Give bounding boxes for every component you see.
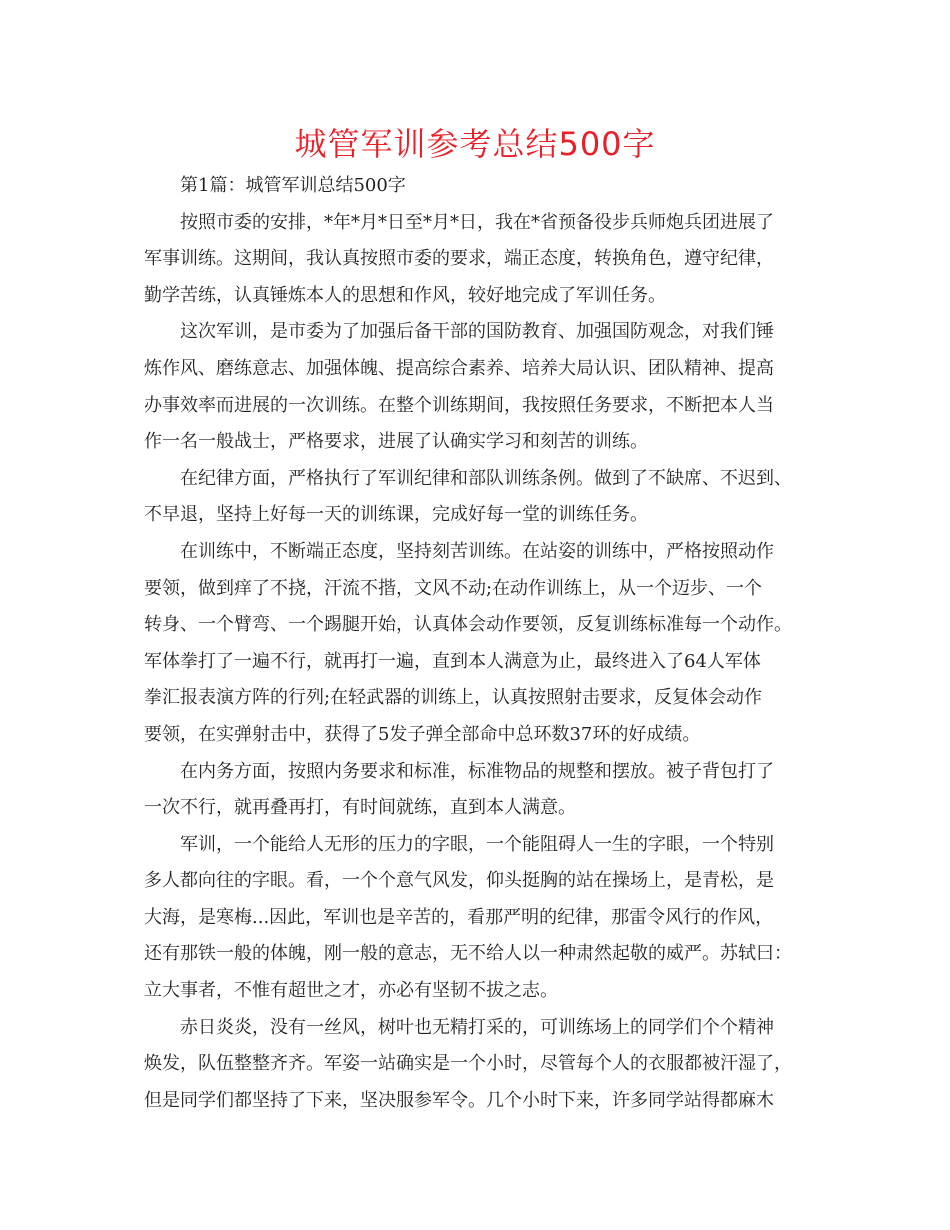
paragraph-line: 这次军训，是市委为了加强后备干部的国防教育、加强国防观念，对我们锤	[180, 321, 774, 343]
paragraph-line: 拳汇报表演方阵的行列;在轻武器的训练上，认真按照射击要求，反复体会动作	[144, 687, 763, 709]
paragraph-line: 勤学苦练，认真锤炼本人的思想和作风，较好地完成了军训任务。	[144, 284, 666, 306]
paragraph-line: 按照市委的安排，*年*月*日至*月*日，我在*省预备役步兵师炮兵团进展了	[180, 211, 774, 233]
paragraph-line: 办事效率而进展的一次训练。在整个训练期间，我按照任务要求，不断把本人当	[144, 394, 774, 416]
document-title: 城管军训参考总结500字	[294, 125, 656, 163]
paragraph-line: 转身、一个臂弯、一个踢腿开始，认真体会动作要领，反复训练标准每一个动作。	[144, 614, 792, 636]
paragraph-line: 一次不行，就再叠再打，有时间就练，直到本人满意。	[144, 797, 576, 819]
paragraph-line: 大海，是寒梅...因此，军训也是辛苦的，看那严明的纪律，那雷令风行的作风，	[144, 906, 774, 928]
paragraph-line: 军训，一个能给人无形的压力的字眼，一个能阻碍人一生的字眼，一个特别	[180, 833, 774, 855]
paragraph-line: 军体拳打了一遍不行，就再打一遍，直到本人满意为止，最终进入了64人军体	[144, 650, 761, 672]
paragraph-line: 但是同学们都坚持了下来，坚决服参军令。几个小时下来，许多同学站得都麻木	[144, 1089, 774, 1111]
paragraph-line: 炼作风、磨练意志、加强体魄、提高综合素养、培养大局认识、团队精神、提高	[144, 357, 774, 379]
paragraph-line: 还有那铁一般的体魄，刚一般的意志，无不给人以一种肃然起敬的威严。苏轼曰：	[144, 943, 792, 965]
document-body	[144, 168, 806, 1119]
paragraph-line: 不早退，坚持上好每一天的训练课，完成好每一堂的训练任务。	[144, 504, 648, 526]
paragraph-line: 在内务方面，按照内务要求和标准，标准物品的规整和摆放。被子背包打了	[180, 760, 774, 782]
paragraph-line: 在纪律方面，严格执行了军训纪律和部队训练条例。做到了不缺席、不迟到、	[180, 467, 792, 489]
paragraph-line: 多人都向往的字眼。看，一个个意气风发，仰头挺胸的站在操场上，是青松，是	[144, 870, 774, 892]
paragraph-line: 军事训练。这期间，我认真按照市委的要求，端正态度，转换角色，遵守纪律，	[144, 248, 774, 270]
paragraph-line: 在训练中，不断端正态度，坚持刻苦训练。在站姿的训练中，严格按照动作	[180, 540, 774, 562]
document-subtitle: 第1篇：城管军训总结500字	[180, 175, 406, 196]
paragraph-line: 作一名一般战士，严格要求，进展了认确实学习和刻苦的训练。	[144, 431, 648, 453]
paragraph-line: 立大事者，不惟有超世之才，亦必有坚韧不拔之志。	[144, 980, 558, 1002]
paragraph-line: 赤日炎炎，没有一丝风，树叶也无精打采的，可训练场上的同学们个个精神	[180, 1016, 774, 1038]
paragraph-line: 要领，做到痒了不挠，汗流不揩，文风不动;在动作训练上，从一个迈步、一个	[144, 577, 763, 599]
paragraph-line: 要领，在实弹射击中，获得了5发子弹全部命中总环数37环的好成绩。	[144, 723, 701, 745]
paragraph-line: 焕发，队伍整整齐齐。军姿一站确实是一个小时，尽管每个人的衣服都被汗湿了，	[144, 1053, 792, 1075]
